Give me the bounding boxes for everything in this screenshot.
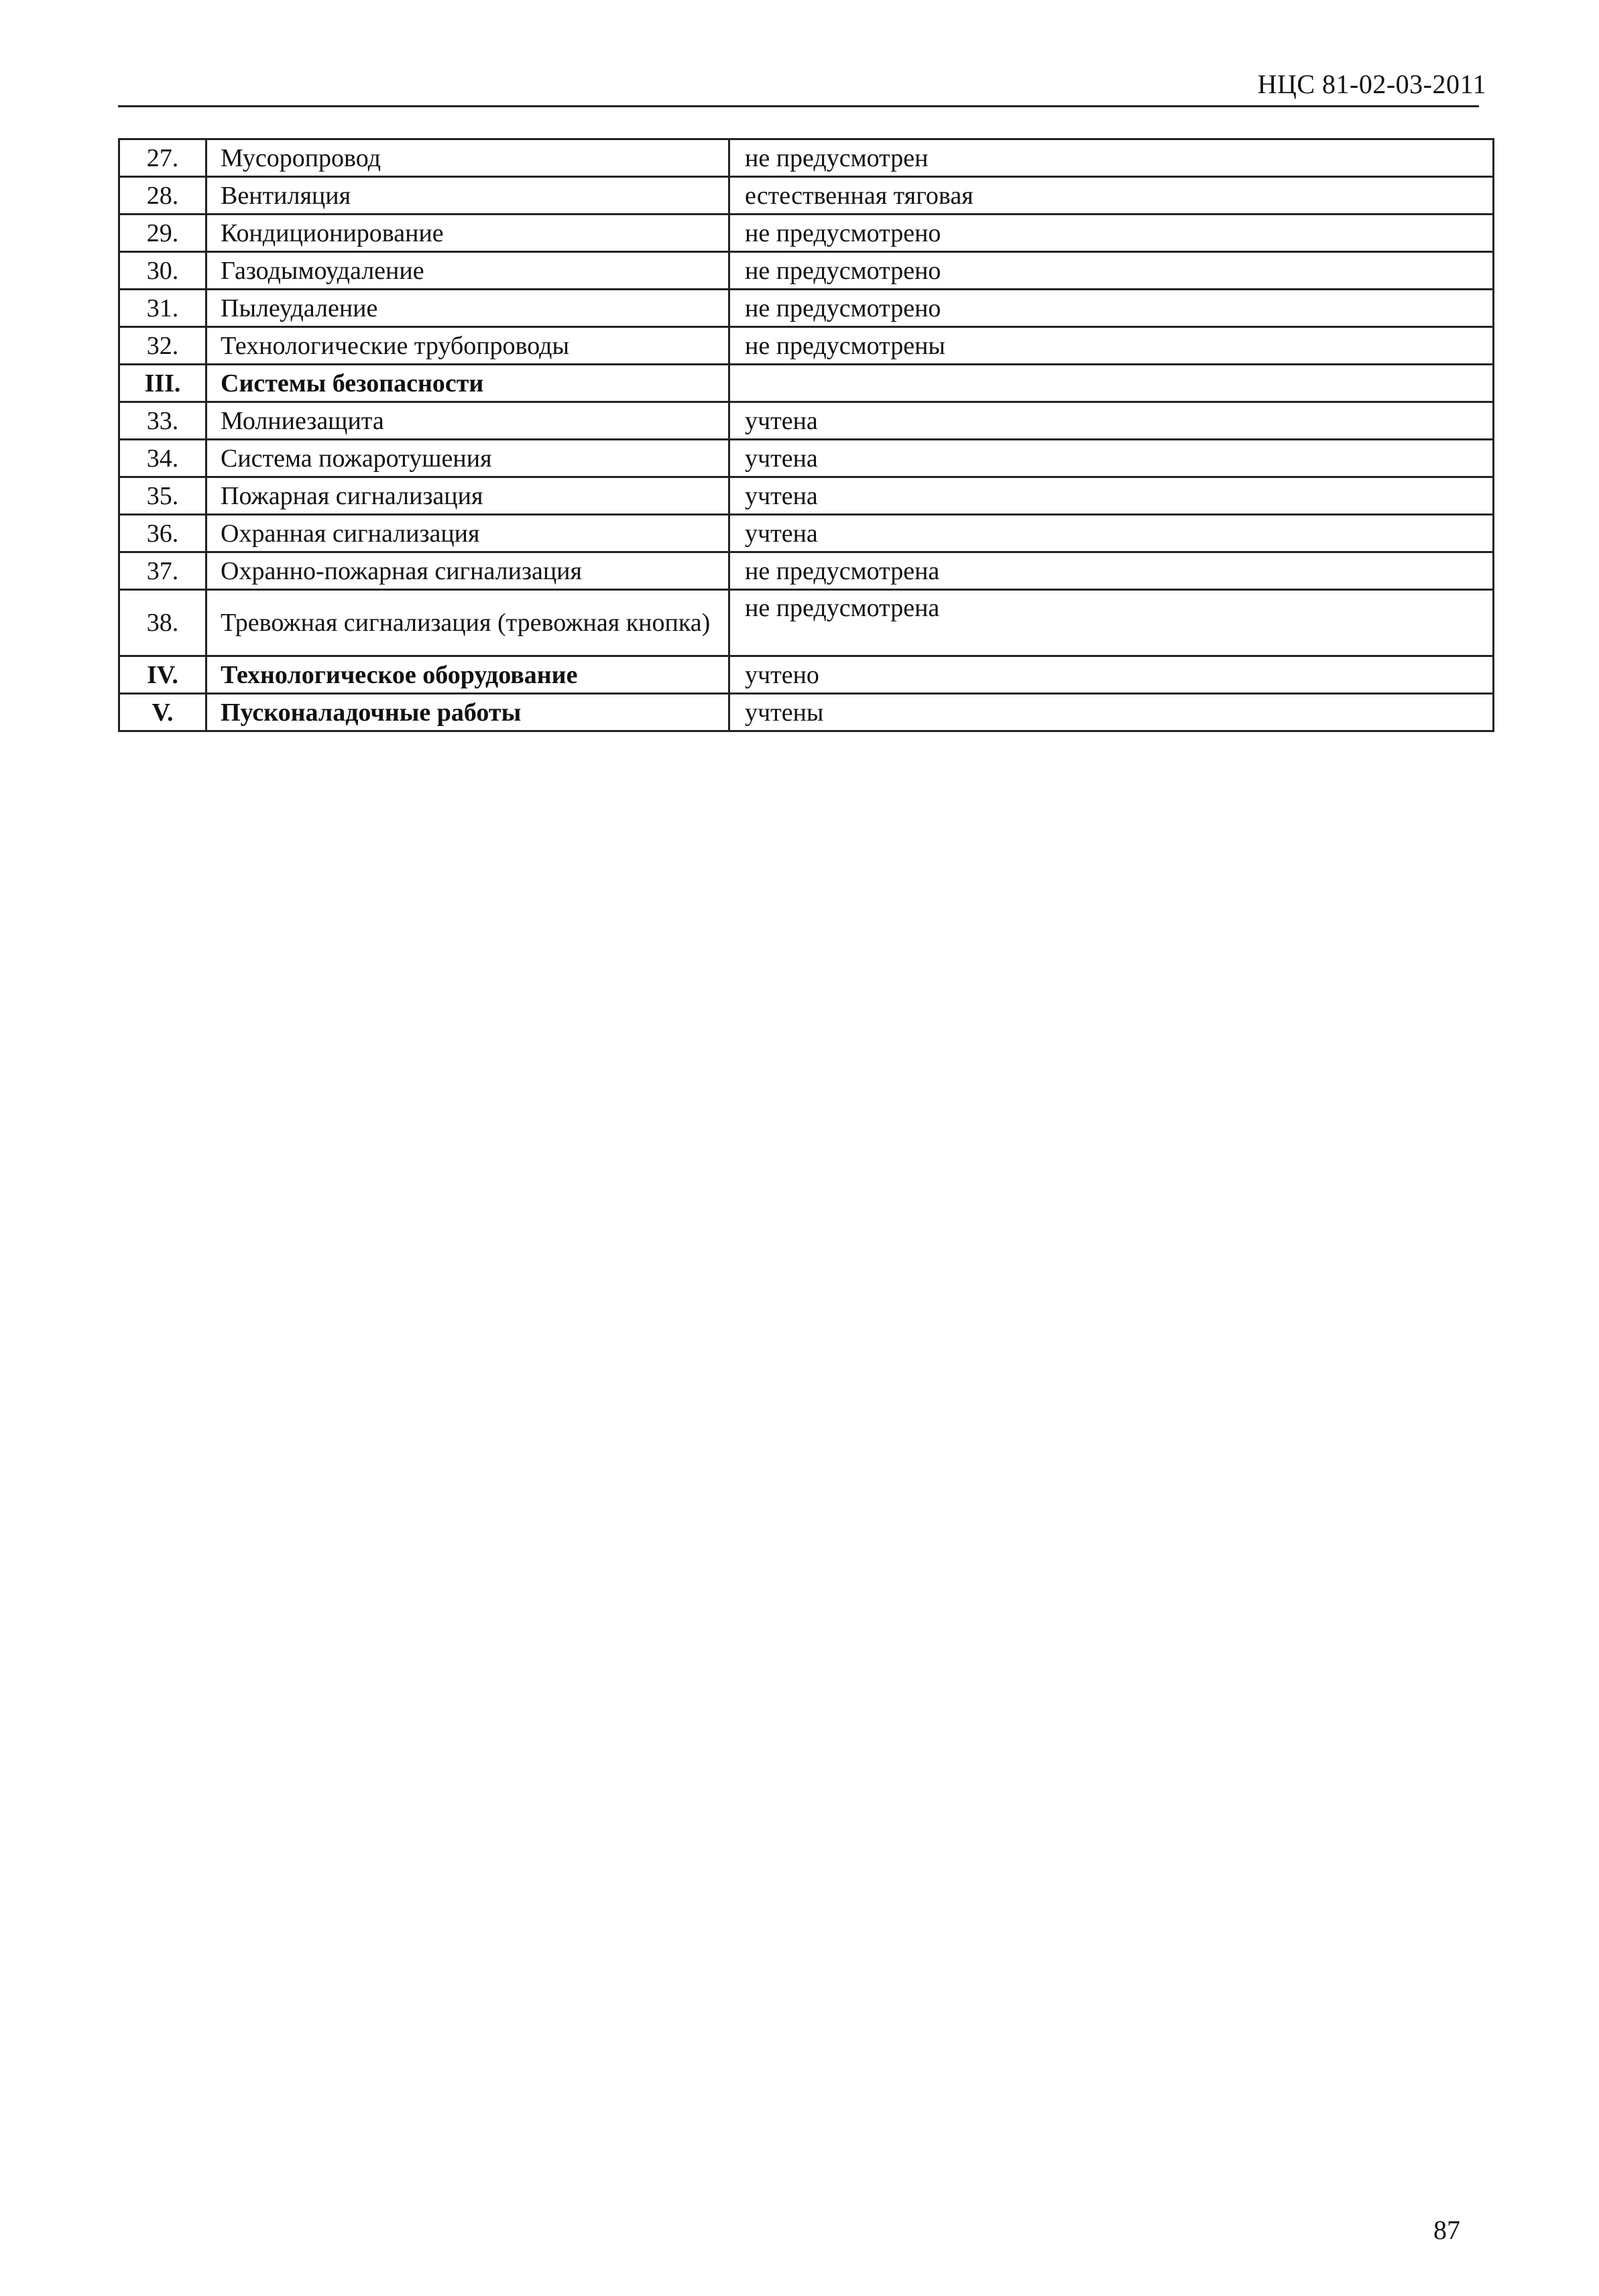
row-name: Тревожная сигнализация (тревожная кнопка) — [206, 590, 729, 656]
row-name: Вентиляция — [206, 177, 729, 215]
specification-table — [118, 138, 1494, 732]
row-number: 32. — [119, 327, 206, 365]
section-value — [729, 365, 1494, 402]
row-value: не предусмотрена — [729, 590, 1494, 656]
row-number: 30. — [119, 252, 206, 290]
row-name: Охранно-пожарная сигнализация — [206, 552, 729, 590]
section-title: Технологическое оборудование — [206, 656, 729, 694]
header-rule — [118, 105, 1479, 107]
row-value: не предусмотрено — [729, 290, 1494, 327]
row-number: 37. — [119, 552, 206, 590]
document-code: НЦС 81-02-03-2011 — [1257, 69, 1486, 99]
row-name: Газодымоудаление — [206, 252, 729, 290]
table-row — [119, 590, 1494, 656]
table-row — [119, 252, 1494, 290]
row-number: 27. — [119, 139, 206, 177]
section-row — [119, 694, 1494, 731]
row-value: учтена — [729, 515, 1494, 552]
row-value: не предусмотрен — [729, 139, 1494, 177]
row-value: не предусмотрено — [729, 215, 1494, 252]
row-name: Пожарная сигнализация — [206, 477, 729, 515]
table-row — [119, 402, 1494, 440]
section-value: учтено — [729, 656, 1494, 694]
table-row — [119, 215, 1494, 252]
row-value: учтена — [729, 402, 1494, 440]
row-number: 35. — [119, 477, 206, 515]
row-value: учтена — [729, 440, 1494, 477]
section-row — [119, 656, 1494, 694]
section-title: Системы безопасности — [206, 365, 729, 402]
row-number: 28. — [119, 177, 206, 215]
row-name: Технологические трубопроводы — [206, 327, 729, 365]
table-row — [119, 440, 1494, 477]
table-row — [119, 477, 1494, 515]
section-number: IV. — [119, 656, 206, 694]
table-row — [119, 139, 1494, 177]
row-name: Система пожаротушения — [206, 440, 729, 477]
row-number: 33. — [119, 402, 206, 440]
section-number: V. — [119, 694, 206, 731]
table-row — [119, 327, 1494, 365]
row-name: Охранная сигнализация — [206, 515, 729, 552]
row-number: 34. — [119, 440, 206, 477]
row-name: Пылеудаление — [206, 290, 729, 327]
page-number: 87 — [1433, 2215, 1460, 2245]
section-value: учтены — [729, 694, 1494, 731]
row-value: не предусмотрена — [729, 552, 1494, 590]
row-name: Молниезащита — [206, 402, 729, 440]
section-title: Пусконаладочные работы — [206, 694, 729, 731]
table-row — [119, 552, 1494, 590]
section-number: III. — [119, 365, 206, 402]
row-value: не предусмотрено — [729, 252, 1494, 290]
row-value: не предусмотрены — [729, 327, 1494, 365]
row-value: учтена — [729, 477, 1494, 515]
row-number: 38. — [119, 590, 206, 656]
table-row — [119, 177, 1494, 215]
row-name: Кондиционирование — [206, 215, 729, 252]
row-number: 36. — [119, 515, 206, 552]
row-number: 31. — [119, 290, 206, 327]
table-row — [119, 515, 1494, 552]
section-row — [119, 365, 1494, 402]
table-row — [119, 290, 1494, 327]
row-value: естественная тяговая — [729, 177, 1494, 215]
row-number: 29. — [119, 215, 206, 252]
row-name: Мусоропровод — [206, 139, 729, 177]
